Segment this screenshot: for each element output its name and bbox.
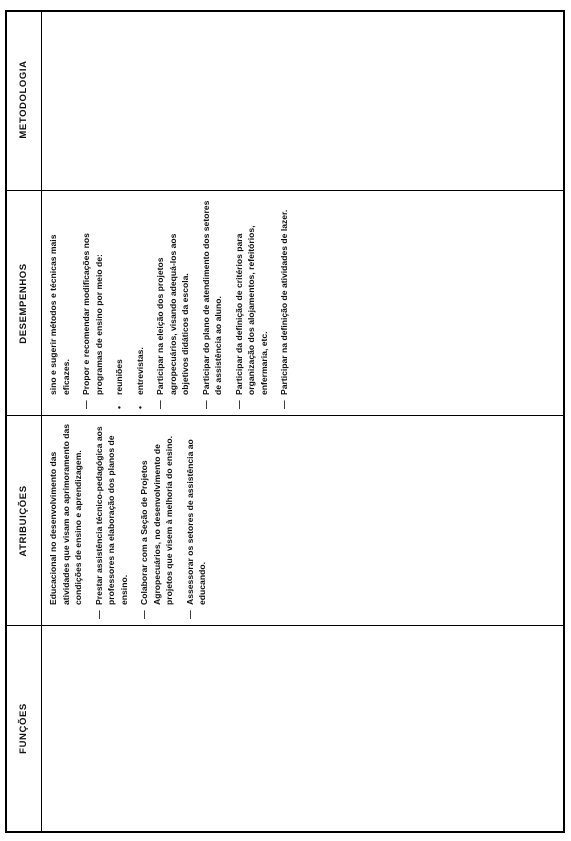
list-item: — Participar na definição de atividades de lazer. bbox=[279, 209, 289, 409]
table-frame bbox=[5, 10, 565, 833]
desempenhos-column bbox=[47, 197, 299, 409]
header-metodologia: METODOLOGIA bbox=[17, 60, 29, 139]
list-item: — Participar da definição de critérios para organização dos alojamentos, refeitórios, enfermaria, etc. bbox=[233, 225, 269, 409]
column-divider bbox=[7, 190, 563, 191]
column-divider bbox=[7, 625, 563, 626]
list-item: — Participar na eleição dos projetos agropecuários, visando adequá-los aos objetivos didáticos da escola. bbox=[155, 233, 190, 409]
list-item: • entrevistas. bbox=[134, 347, 145, 409]
header-desempenhos: DESEMPENHOS bbox=[17, 263, 29, 344]
header-divider bbox=[41, 12, 42, 831]
list-item: Educacional no desenvolvimento das atividades que visam ao aprimoramento das condições de ensino e aprendizagem. bbox=[48, 423, 83, 605]
atribuicoes-column bbox=[47, 423, 217, 619]
list-item: sino e sugerir métodos e técnicas mais eficazes. bbox=[48, 234, 71, 395]
list-item: — Propor e recomendar modificações nos programas de ensino por meio de: bbox=[81, 233, 104, 409]
header-funcoes: FUNÇÕES bbox=[17, 703, 29, 754]
column-divider bbox=[7, 415, 563, 416]
header-atribuicoes: ATRIBUIÇÕES bbox=[17, 485, 29, 557]
list-item: • reuniões bbox=[114, 359, 124, 409]
list-item: — Prestar assistência técnico-pedagógica aos professores na elaboração dos planos de ensino. bbox=[93, 426, 129, 619]
list-item: — Assessorar os setores de assistência ao educando. bbox=[184, 439, 207, 619]
list-item: — Participar do plano de atendimento dos setores de assistência ao aluno. bbox=[200, 200, 223, 409]
list-item: — Colaborar com a Seção de Projetos Agropecuários, no desenvolvimento de projetos que visem à melhoria do ensino. bbox=[139, 435, 174, 619]
